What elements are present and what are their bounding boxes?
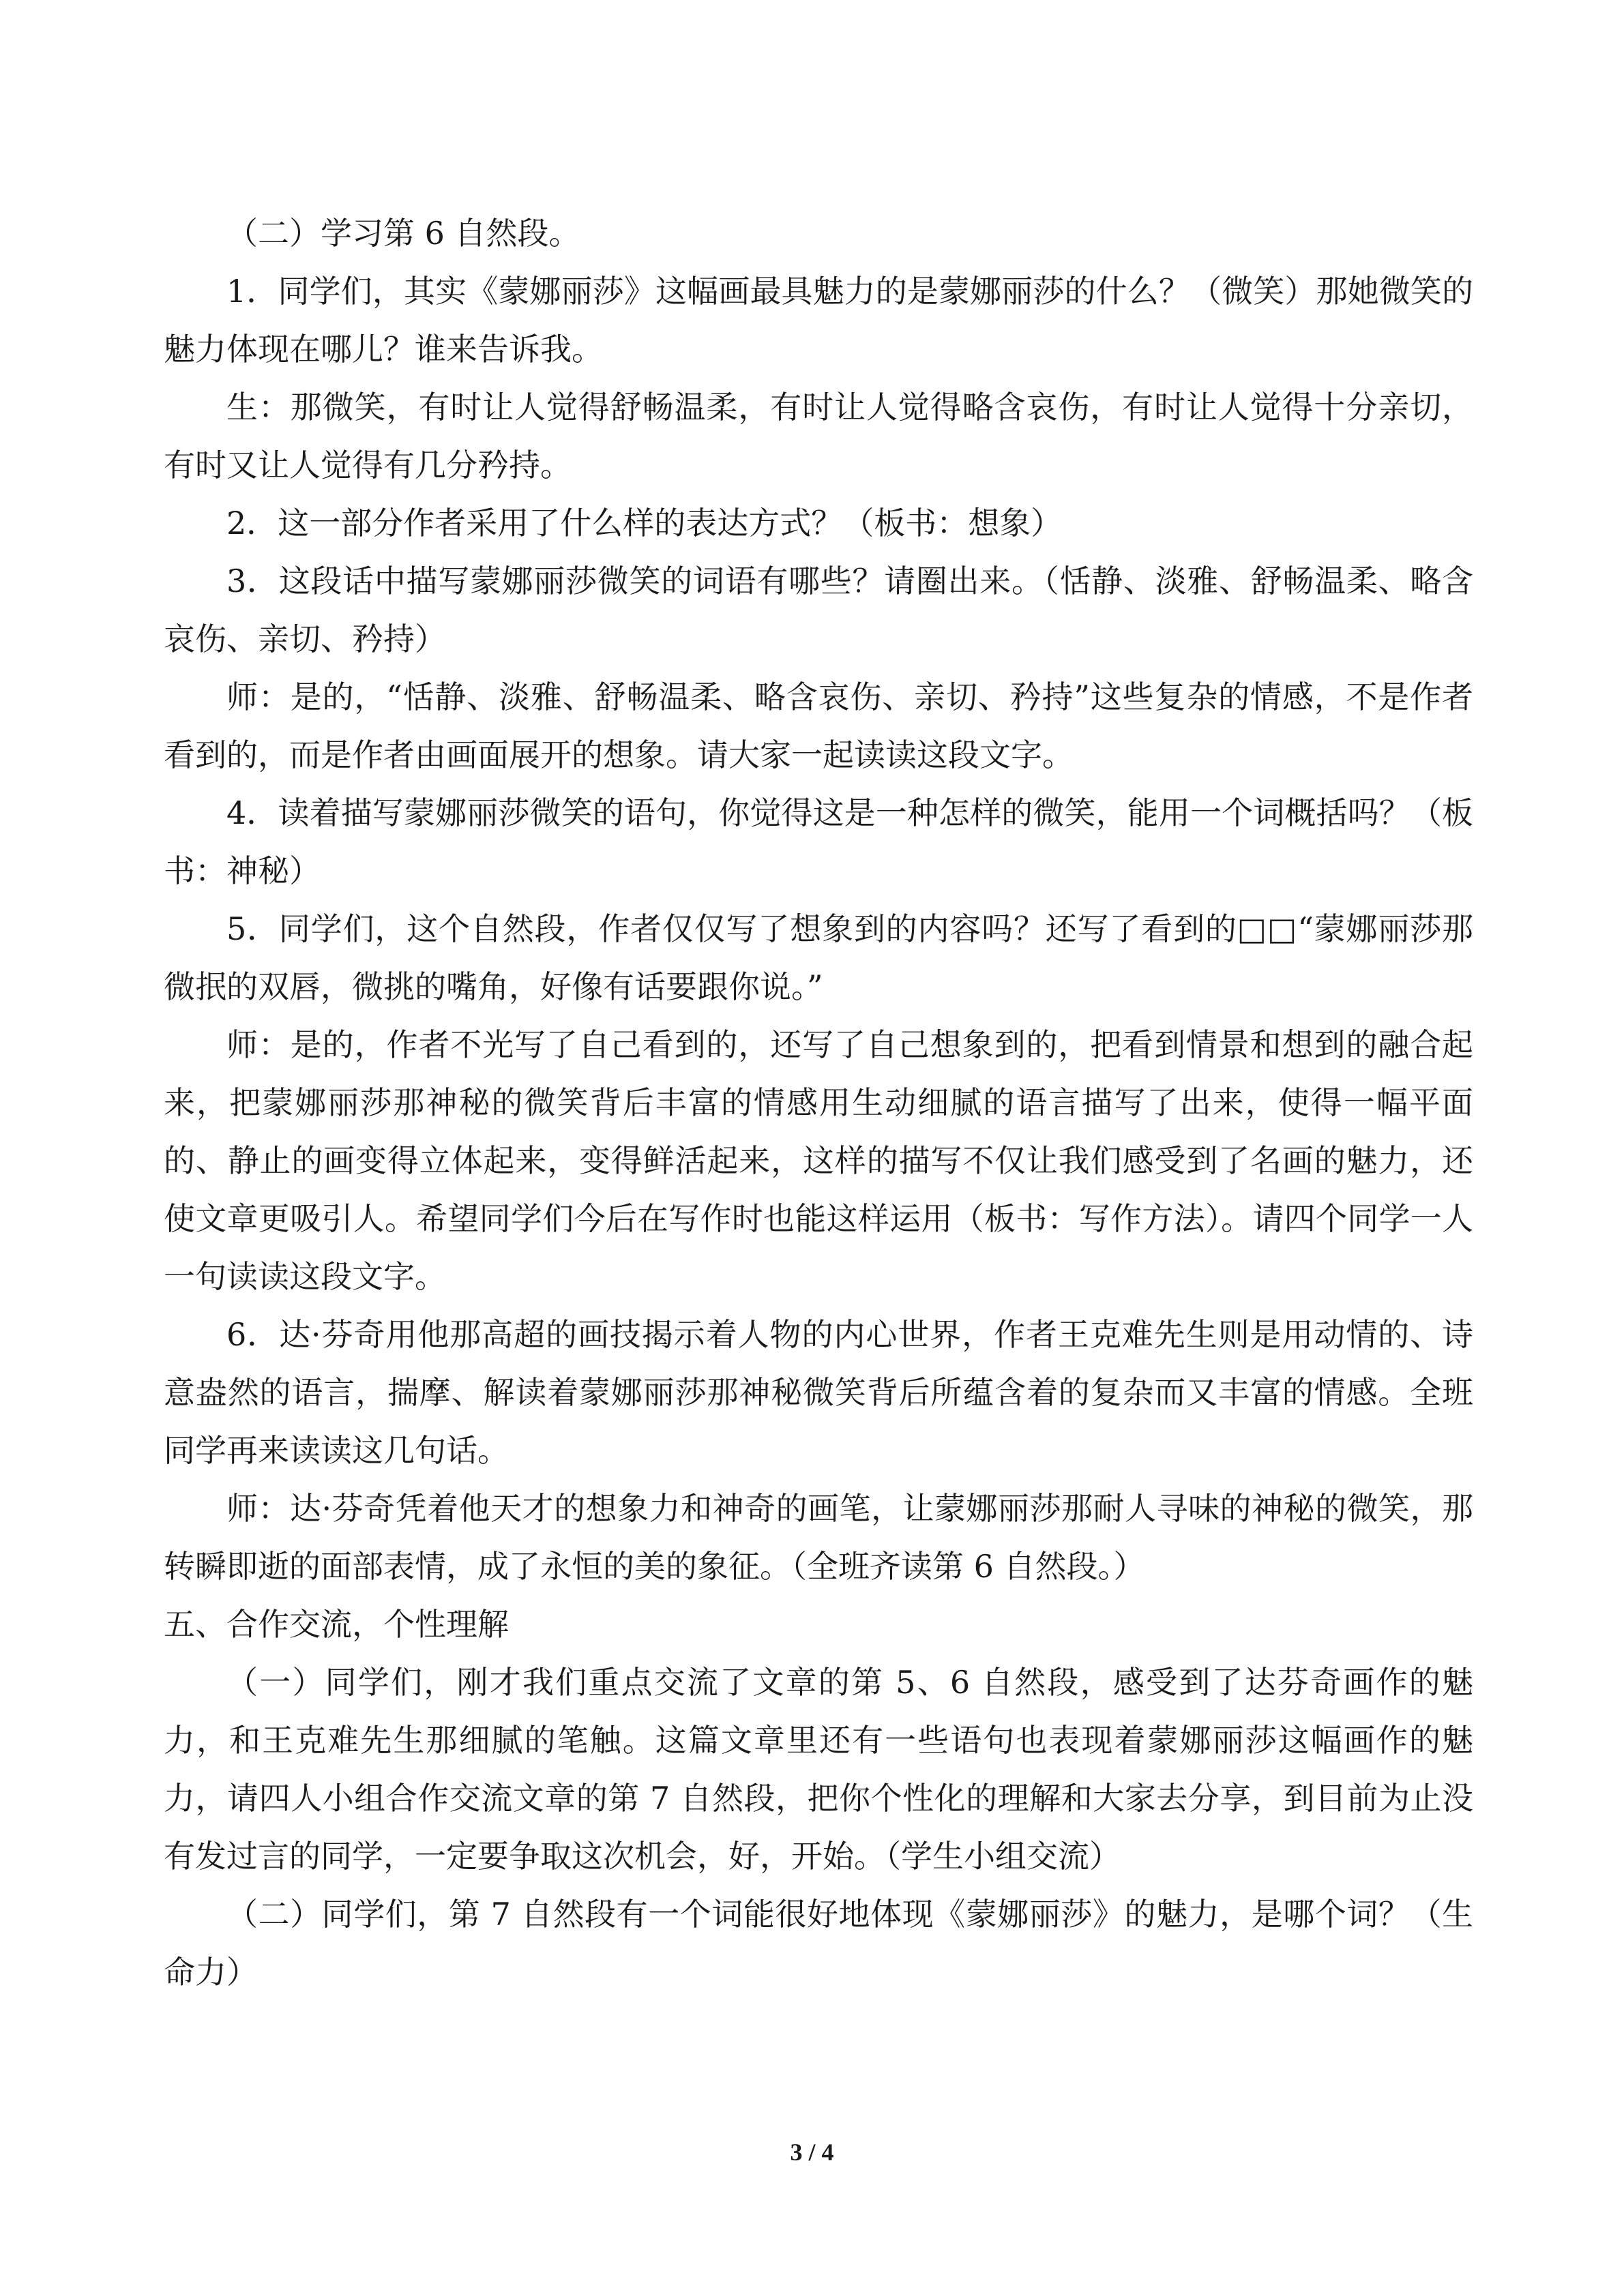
paragraph: 1．同学们，其实《蒙娜丽莎》这幅画最具魅力的是蒙娜丽莎的什么？（微笑）那她微笑的魅力体现在哪儿？谁来告诉我。 (164, 273, 1473, 368)
paragraph: 生：那微笑，有时让人觉得舒畅温柔，有时让人觉得略含哀伤，有时让人觉得十分亲切，有时又让人觉得有几分矜持。 (164, 389, 1473, 483)
paragraph: 2．这一部分作者采用了什么样的表达方式？（板书：想象） (226, 505, 1063, 541)
paragraph: 师：是的，“恬静、淡雅、舒畅温柔、略含哀伤、亲切、矜持”这些复杂的情感，不是作者看到的，而是作者由画面展开的想象。请大家一起读读这段文字。 (164, 679, 1473, 773)
paragraph: 师：是的，作者不光写了自己看到的，还写了自己想象到的，把看到情景和想到的融合起来，把蒙娜丽莎那神秘的微笑背后丰富的情感用生动细腻的语言描写了出来，使得一幅平面的、静止的画变得立体起来，变得鲜活起来，这样的描写不仅让我们感受到了名画的魅力，还使文章更吸引人。希望同学们今后在写作时也能这样运用（板书：写作方法）。请四个同学一人一句读读这段文字。 (164, 1026, 1473, 1295)
section-subheading: （二）学习第 6 自然段。 (226, 215, 580, 252)
paragraph: （一）同学们，刚才我们重点交流了文章的第 5、6 自然段，感受到了达芬奇画作的魅力，和王克难先生那细腻的笔触。这篇文章里还有一些语句也表现着蒙娜丽莎这幅画作的魅力，请四人小组合作交流文章的第 7 自然段，把你个性化的理解和大家去分享，到目前为止没有发过言的同学，一定要争取这次机会，好，开始。（学生小组交流） (164, 1664, 1473, 1875)
paragraph: 6．达·芬奇用他那高超的画技揭示着人物的内心世界，作者王克难先生则是用动情的、诗意盎然的语言，揣摩、解读着蒙娜丽莎那神秘微笑背后所蕴含着的复杂而又丰富的情感。全班同学再来读读这几句话。 (164, 1316, 1473, 1469)
paragraph: 4．读着描写蒙娜丽莎微笑的语句，你觉得这是一种怎样的微笑，能用一个词概括吗？（板书：神秘） (164, 794, 1473, 889)
section-heading: 五、合作交流，个性理解 (164, 1606, 509, 1643)
page-number: 3 / 4 (790, 2138, 834, 2166)
paragraph: 3．这段话中描写蒙娜丽莎微笑的词语有哪些？请圈出来。（恬静、淡雅、舒畅温柔、略含哀伤、亲切、矜持） (164, 563, 1473, 657)
document-body (164, 205, 1473, 2001)
paragraph: 师：达·芬奇凭着他天才的想象力和神奇的画笔，让蒙娜丽莎那耐人寻味的神秘的微笑，那转瞬即逝的面部表情，成了永恒的美的象征。（全班齐读第 6 自然段。） (164, 1490, 1473, 1585)
paragraph: 5．同学们，这个自然段，作者仅仅写了想象到的内容吗？还写了看到的□□“蒙娜丽莎那微抿的双唇，微挑的嘴角，好像有话要跟你说。” (164, 910, 1473, 1005)
paragraph: （二）同学们，第 7 自然段有一个词能很好地体现《蒙娜丽莎》的魅力，是哪个词？（生命力） (164, 1896, 1473, 1991)
